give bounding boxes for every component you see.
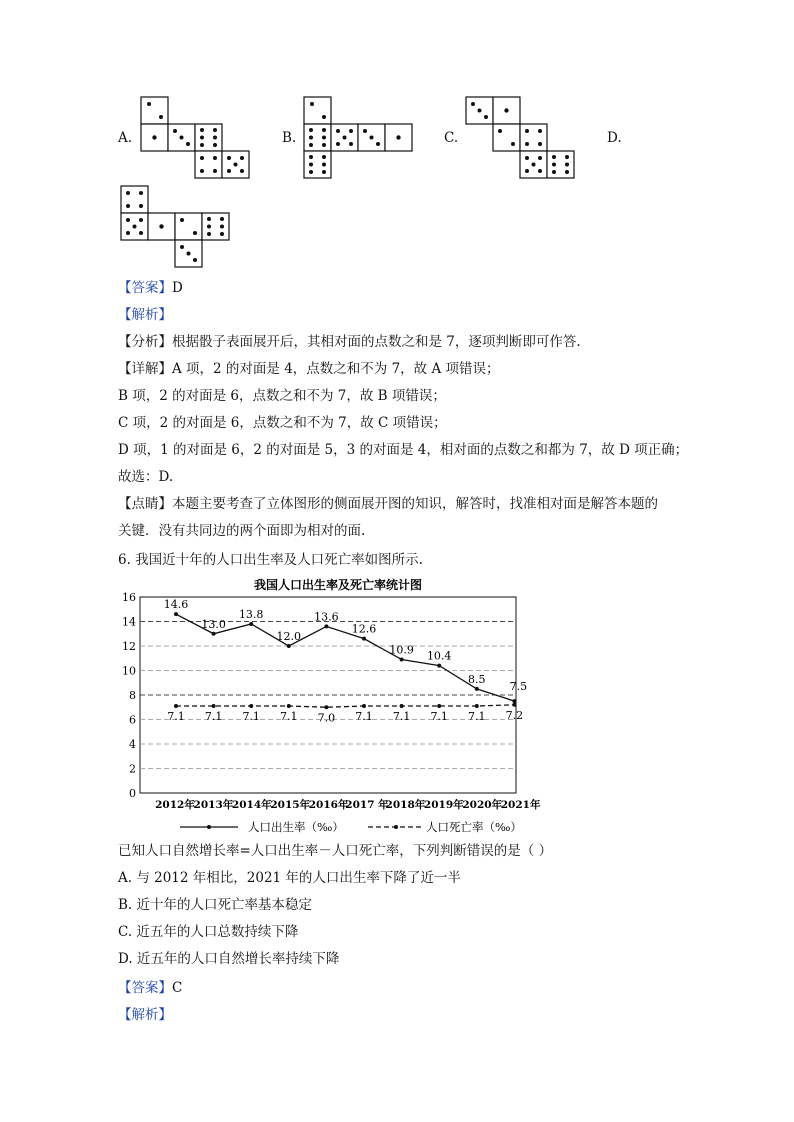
birth-rate-label: 8.5 bbox=[468, 672, 486, 686]
q5-xiangjie-line-3: C 项，2 的对面是 6，点数之和不为 7，故 C 项错误； bbox=[118, 415, 447, 431]
answer-value: C bbox=[172, 980, 183, 996]
birth-rate-point bbox=[512, 699, 516, 703]
legend-death-label: 人口死亡率（‰） bbox=[426, 820, 522, 834]
answer-tag: 【答案】 bbox=[118, 980, 172, 996]
birth-rate-label: 10.9 bbox=[389, 643, 414, 657]
dice-net-c bbox=[466, 97, 574, 178]
birth-rate-point bbox=[362, 637, 366, 641]
death-rate-label: 7.1 bbox=[204, 710, 223, 724]
xiangjie-text: A 项，2 的对面是 4，点数之和不为 7，故 A 项错误； bbox=[172, 361, 500, 377]
x-tick-label: 2020年 bbox=[462, 799, 503, 811]
legend-death-marker bbox=[394, 825, 398, 829]
x-tick-label: 2019年 bbox=[423, 799, 464, 811]
q6-option-c[interactable]: C. 近五年的人口总数持续下降 bbox=[118, 924, 299, 940]
q6-option-b[interactable]: B. 近十年的人口死亡率基本稳定 bbox=[118, 897, 313, 913]
q5-dianjing-line-2: 关键．没有共同边的两个面即为相对的面. bbox=[118, 523, 366, 539]
death-rate-point bbox=[174, 704, 178, 708]
death-rate-label: 7.2 bbox=[505, 708, 524, 722]
death-rate-point bbox=[249, 704, 253, 708]
death-rate-label: 7.1 bbox=[280, 710, 298, 724]
q5-xiangjie-line-4: D 项，1 的对面是 6，2 的对面是 5，3 的对面是 4，相对面的点数之和都为 7，故 D 项正确； bbox=[118, 442, 689, 458]
death-rate-point bbox=[475, 704, 479, 708]
option-b-label: B. bbox=[282, 130, 297, 146]
xiangjie-tag: 【详解】 bbox=[118, 361, 172, 377]
death-rate-point bbox=[512, 703, 516, 707]
death-rate-line bbox=[176, 705, 514, 707]
birth-rate-label: 13.0 bbox=[201, 617, 226, 631]
birth-rate-label: 7.5 bbox=[509, 680, 528, 694]
chart-title: 我国人口出生率及死亡率统计图 bbox=[253, 578, 423, 592]
analysis-tag: 【解析】 bbox=[118, 1007, 172, 1023]
q5-dianjing-line-1 bbox=[118, 495, 658, 513]
x-tick-label: 2017 年 bbox=[345, 799, 389, 811]
dianjing-text: 本题主要考查了立体图形的侧面展开图的知识，解答时，找准相对面是解答本题的 bbox=[172, 496, 658, 512]
q6-answer bbox=[118, 979, 182, 997]
x-tick-label: 2012年 bbox=[155, 799, 195, 811]
option-c-label: C. bbox=[444, 130, 459, 146]
birth-rate-label: 13.8 bbox=[238, 607, 264, 621]
q6-known-condition: 已知人口自然增长率=人口出生率－人口死亡率，下列判断错误的是（ ） bbox=[118, 843, 553, 859]
chart-series bbox=[164, 598, 527, 724]
death-rate-label: 7.1 bbox=[242, 710, 260, 724]
death-rate-label: 7.1 bbox=[355, 710, 373, 724]
death-rate-label: 7.1 bbox=[468, 710, 486, 724]
x-tick-label: 2014年 bbox=[231, 799, 272, 811]
death-rate-point bbox=[324, 705, 328, 709]
legend-birth-marker bbox=[207, 825, 211, 829]
option-a-label: A. bbox=[118, 130, 133, 146]
birth-rate-point bbox=[249, 622, 253, 626]
birth-rate-label: 14.6 bbox=[163, 598, 189, 612]
death-rate-label: 7.1 bbox=[392, 710, 411, 724]
death-rate-label: 7.0 bbox=[317, 711, 336, 725]
birth-rate-point bbox=[212, 632, 216, 636]
q6-option-a[interactable]: A. 与 2012 年相比，2021 年的人口出生率下降了近一半 bbox=[118, 870, 461, 886]
death-rate-point bbox=[287, 704, 291, 708]
x-tick-label: 2013年 bbox=[193, 799, 234, 811]
death-rate-point bbox=[212, 704, 216, 708]
x-tick-label: 2016年 bbox=[308, 799, 349, 811]
birth-rate-point bbox=[174, 612, 178, 616]
x-tick-label: 2015年 bbox=[270, 799, 311, 811]
death-rate-point bbox=[400, 704, 404, 708]
dice-net-d bbox=[121, 186, 229, 267]
dice-net-b bbox=[304, 97, 412, 178]
gridlines bbox=[140, 622, 516, 769]
birth-rate-point bbox=[437, 664, 441, 668]
y-tick-label: 0 bbox=[129, 787, 136, 800]
dianjing-tag: 【点睛】 bbox=[118, 496, 172, 512]
y-tick-label: 4 bbox=[129, 738, 136, 751]
chart-legend bbox=[180, 820, 522, 834]
birth-rate-label: 12.0 bbox=[276, 630, 302, 643]
y-tick-label: 8 bbox=[129, 689, 136, 702]
x-tick-label: 2021年 bbox=[500, 799, 541, 811]
y-tick-label: 12 bbox=[122, 640, 136, 653]
birth-rate-point bbox=[475, 687, 479, 691]
y-tick-label: 6 bbox=[129, 713, 136, 727]
birth-rate-point bbox=[400, 657, 404, 661]
death-rate-label: 7.1 bbox=[167, 710, 185, 724]
birth-rate-label: 13.6 bbox=[314, 610, 339, 624]
y-tick-label: 10 bbox=[122, 664, 136, 678]
fenxi-text: 根据骰子表面展开后，其相对面的点数之和是 7，逐项判断即可作答. bbox=[172, 334, 581, 350]
q6-analysis-heading bbox=[118, 1006, 172, 1024]
death-rate-point bbox=[362, 704, 366, 708]
analysis-tag: 【解析】 bbox=[118, 307, 172, 323]
option-d-label: D. bbox=[607, 130, 622, 146]
birth-rate-point bbox=[324, 624, 328, 628]
answer-value: D bbox=[172, 280, 183, 296]
population-chart bbox=[118, 572, 558, 840]
q5-xiangjie-line-5: 故选：D. bbox=[118, 469, 174, 485]
death-rate-label: 7.1 bbox=[430, 710, 448, 724]
birth-rate-point bbox=[287, 644, 291, 648]
birth-rate-label: 10.4 bbox=[426, 649, 452, 663]
death-rate-point bbox=[437, 704, 441, 708]
y-axis-ticks bbox=[122, 591, 136, 800]
x-tick-label: 2018年 bbox=[385, 799, 426, 811]
dice-net-a bbox=[141, 97, 249, 178]
q6-stem: 6. 我国近十年的人口出生率及人口死亡率如图所示. bbox=[118, 552, 423, 568]
birth-rate-line bbox=[176, 614, 514, 701]
birth-rate-label: 12.6 bbox=[351, 622, 377, 636]
answer-tag: 【答案】 bbox=[118, 280, 172, 296]
fenxi-tag: 【分析】 bbox=[118, 334, 172, 350]
y-tick-label: 2 bbox=[129, 762, 136, 776]
q6-option-d[interactable]: D. 近五年的人口自然增长率持续下降 bbox=[118, 951, 340, 967]
y-tick-label: 14 bbox=[122, 615, 136, 629]
q5-answer bbox=[118, 279, 183, 297]
q5-fenxi bbox=[118, 333, 581, 351]
q5-xiangjie-line-2: B 项，2 的对面是 6，点数之和不为 7，故 B 项错误； bbox=[118, 388, 446, 404]
q5-xiangjie-line-1 bbox=[118, 360, 500, 378]
y-tick-label: 16 bbox=[122, 591, 136, 604]
q5-analysis-heading bbox=[118, 306, 172, 324]
x-axis-ticks bbox=[155, 798, 541, 811]
legend-birth-label: 人口出生率（‰） bbox=[248, 820, 344, 834]
